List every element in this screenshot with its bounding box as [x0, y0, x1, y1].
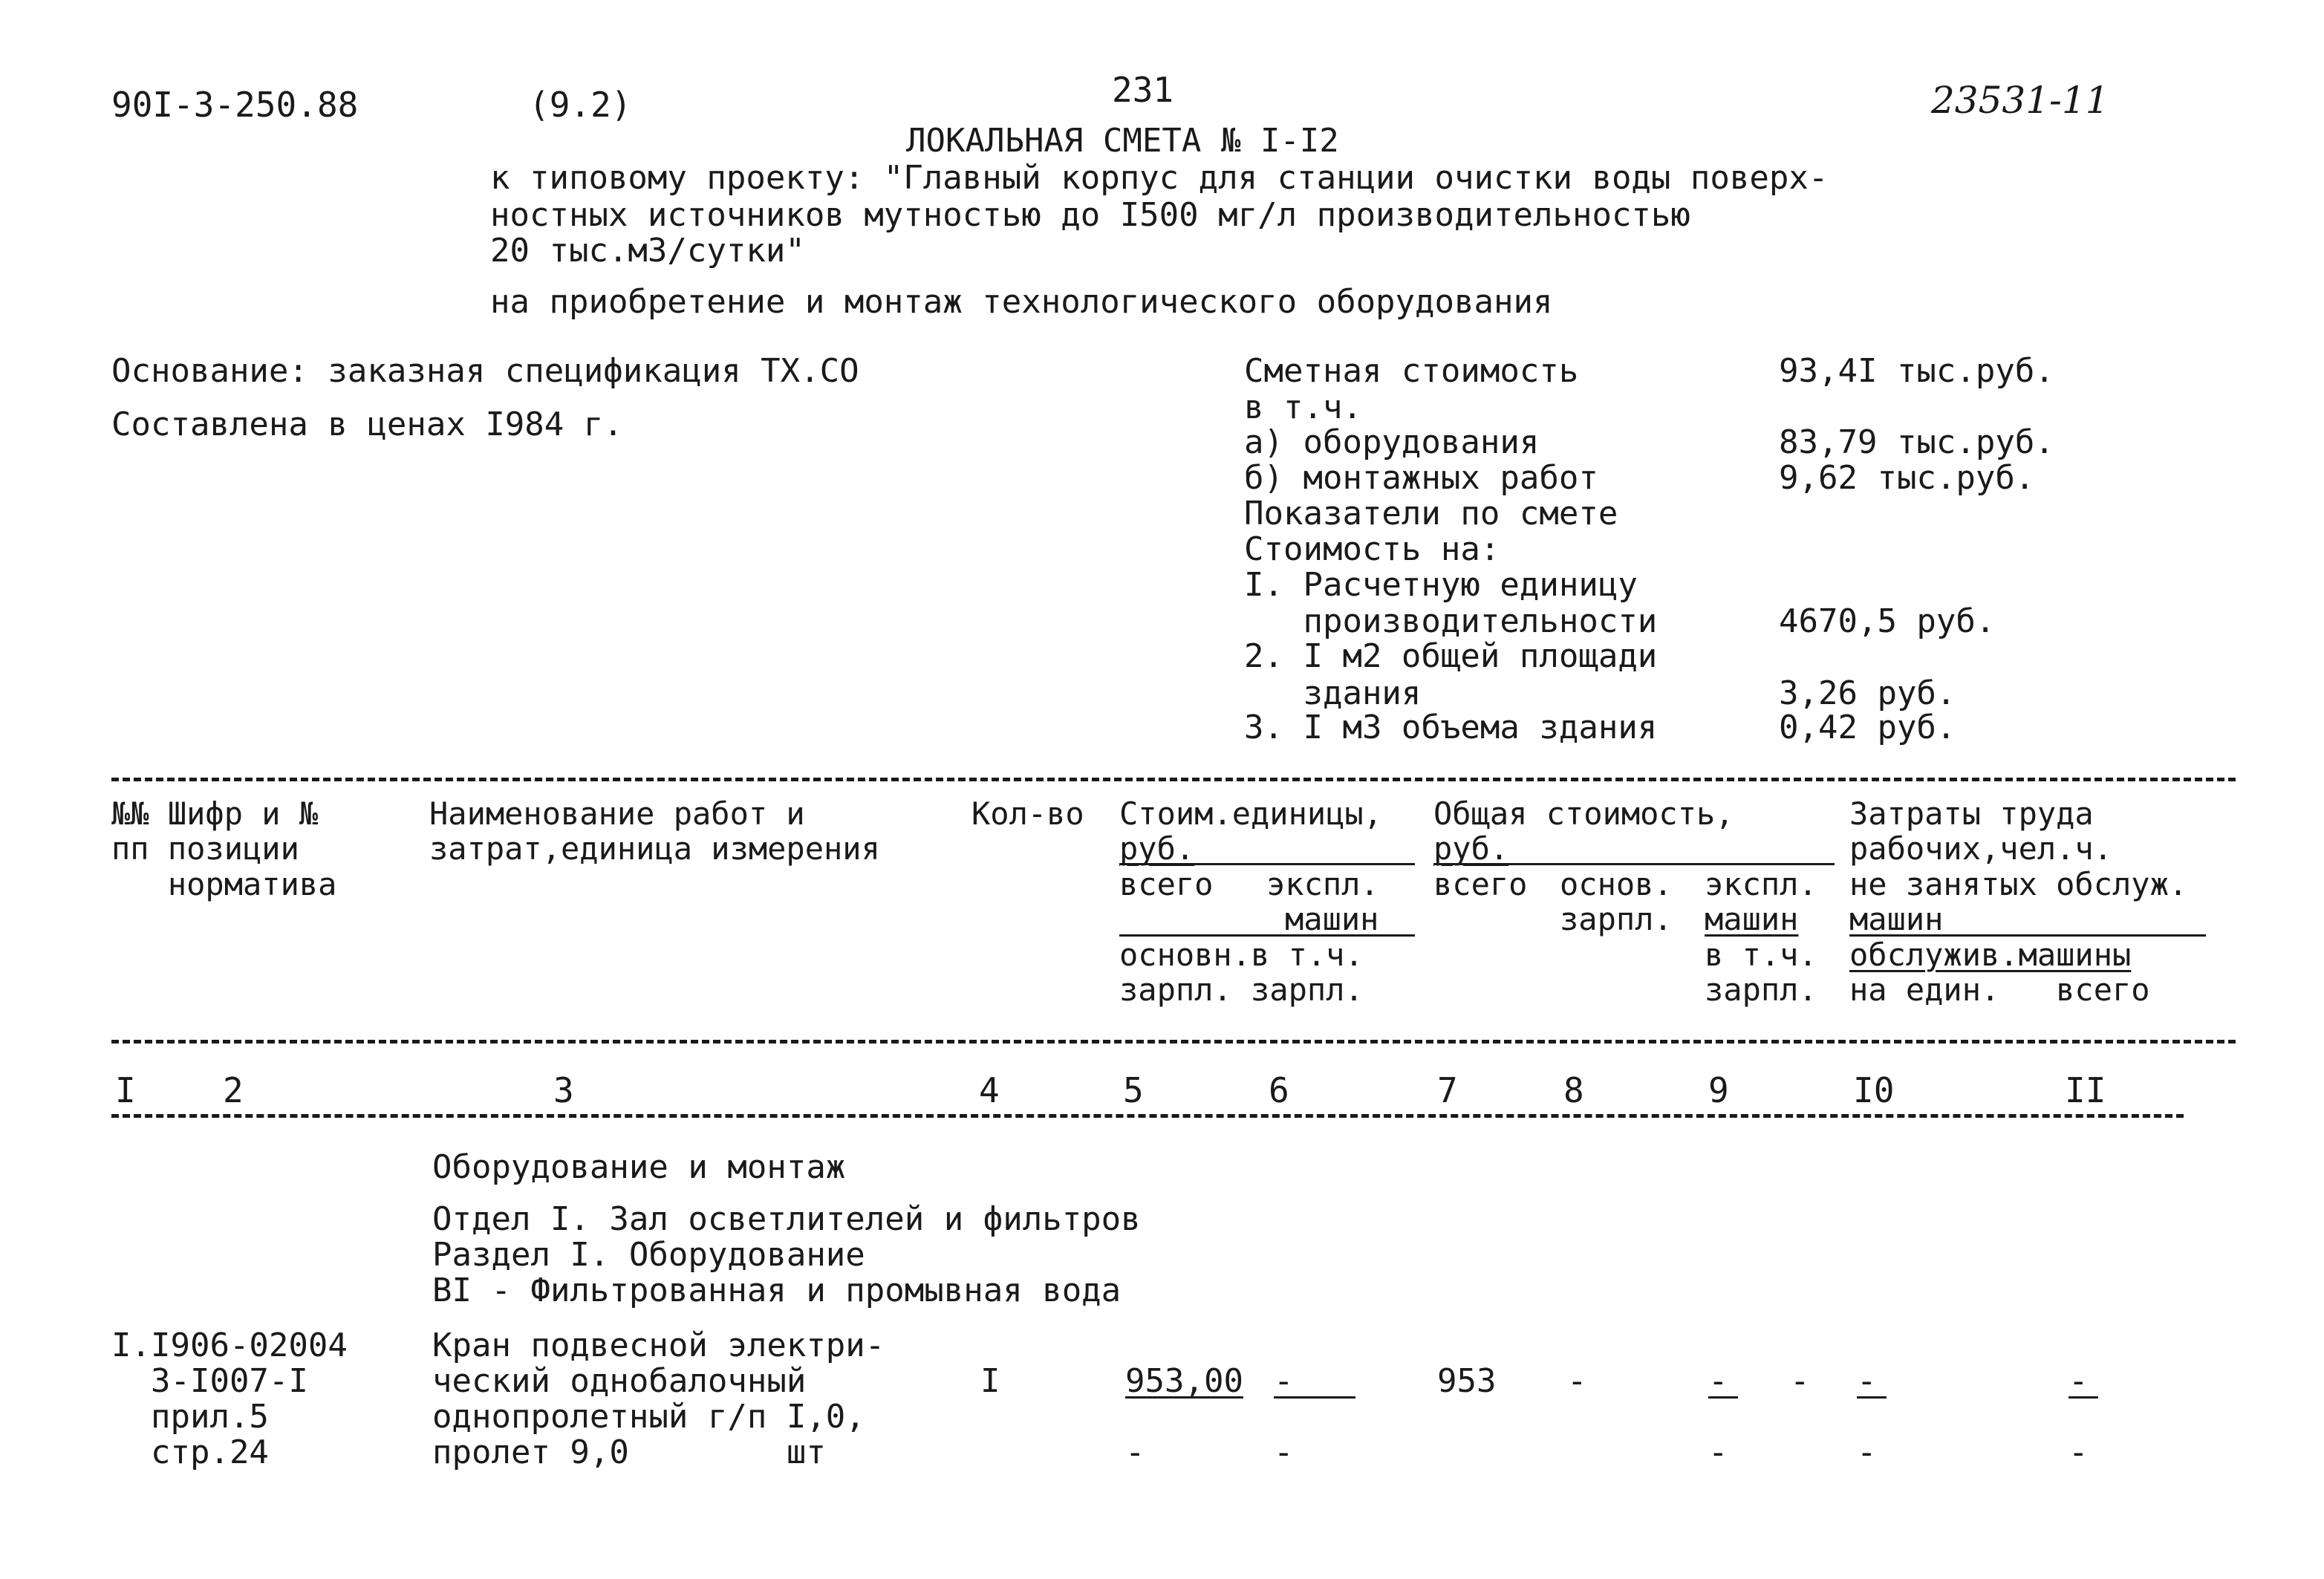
- section-part: Раздел I. Оборудование: [432, 1236, 865, 1274]
- cost-value: 9,62 тыс.руб.: [1779, 459, 2035, 497]
- col-header-base-wage: основ.: [1560, 866, 1673, 902]
- column-number: 2: [223, 1070, 244, 1110]
- album-number: (9.2): [529, 85, 632, 125]
- section-group: Оборудование и монтаж: [432, 1148, 846, 1186]
- page-title: ЛОКАЛЬНАЯ СМЕТА № I-I2: [906, 122, 1339, 160]
- column-number: 9: [1708, 1070, 1729, 1110]
- col-header-labor-5: обслужив.машины: [1849, 937, 2132, 973]
- row-wage-5: -: [2069, 1433, 2089, 1471]
- col-header-code-3: норматива: [111, 866, 337, 902]
- cost-label: в т.ч.: [1244, 388, 1362, 426]
- col-header-total-cost: Общая стоимость,: [1433, 795, 1734, 832]
- cost-label: 2. I м2 общей площади: [1244, 637, 1658, 675]
- column-number: 8: [1563, 1070, 1584, 1110]
- col-header-unit-cost: Стоим.единицы,: [1119, 795, 1383, 832]
- price-year-line: Составлена в ценах I984 г.: [111, 406, 623, 443]
- row-code-1: I.I906-02004: [111, 1326, 348, 1364]
- row-unit-total: 953,00: [1125, 1362, 1243, 1400]
- header-bottom-rule: [111, 1040, 2236, 1044]
- col-header-labor: Затраты труда: [1849, 795, 2094, 832]
- cost-label: Стоимость на:: [1244, 530, 1500, 568]
- row-wage-4: -: [1857, 1433, 1877, 1471]
- col-header-base-wage-2: зарпл.: [1560, 901, 1673, 937]
- cost-value: 0,42 руб.: [1779, 709, 1956, 746]
- total-cost-rule: [1433, 863, 1835, 865]
- stamp-number: 23531-11: [1931, 79, 2109, 122]
- col-header-total: всего: [1433, 866, 1528, 902]
- cost-value: 3,26 руб.: [1779, 674, 1956, 712]
- cost-label: производительности: [1244, 602, 1658, 640]
- col-header-machine-3: в т.ч.: [1705, 937, 1817, 973]
- col-header-machine-4: зарпл.: [1705, 971, 1817, 1008]
- row-machine-2: -: [1790, 1362, 1810, 1400]
- column-number: 6: [1269, 1070, 1289, 1110]
- column-number: II: [2065, 1070, 2106, 1110]
- row-labor-total-rule: [2069, 1396, 2098, 1399]
- row-code-3: прил.5: [111, 1398, 269, 1436]
- row-labor-unit: -: [1857, 1362, 1877, 1400]
- col-header-total-cost-currency: руб.: [1433, 830, 1509, 867]
- row-wage-3: -: [1708, 1433, 1728, 1471]
- cost-label: б) монтажных работ: [1244, 459, 1598, 497]
- section-dept: Отдел I. Зал осветлителей и фильтров: [432, 1200, 1141, 1238]
- column-number: 4: [979, 1070, 1000, 1110]
- unit-wage-rule: [1119, 934, 1415, 937]
- col-header-unit-wage: основн.в т.ч.: [1119, 937, 1364, 973]
- row-unit-machine-rule: [1274, 1396, 1355, 1399]
- col-header-code-2: пп позиции: [111, 830, 299, 867]
- cost-value: 4670,5 руб.: [1779, 602, 1996, 640]
- unit-cost-rule: [1119, 863, 1415, 865]
- row-total: 953: [1437, 1362, 1497, 1400]
- col-header-labor-3: не занятых обслуж.: [1849, 866, 2188, 902]
- col-header-unit-machine-2: машин: [1285, 901, 1379, 937]
- col-header-labor-6: на един. всего: [1849, 971, 2150, 1008]
- row-base-wage: -: [1567, 1362, 1587, 1400]
- subtitle-line-1: к типовому проекту: "Главный корпус для станции очистки воды поверх-: [490, 159, 1829, 197]
- col-header-name-1: Наименование работ и: [429, 795, 805, 832]
- col-header-unit-cost-currency: руб.: [1119, 830, 1195, 867]
- subtitle-line-2: ностных источников мутностью до I500 мг/л производительностью: [490, 196, 1690, 234]
- page-number: 231: [1112, 70, 1174, 110]
- header-top-rule: [111, 778, 2236, 781]
- row-name-1: Кран подвесной электри-: [432, 1326, 885, 1364]
- cost-value: 83,79 тыс.руб.: [1779, 423, 2054, 461]
- col-header-machine-2: машин: [1705, 901, 1799, 937]
- column-number: 3: [553, 1070, 574, 1110]
- row-qty: I: [980, 1362, 1000, 1400]
- col-header-labor-2: рабочих,чел.ч.: [1849, 830, 2113, 867]
- col-header-labor-4: машин: [1849, 901, 1944, 937]
- cost-label: Показатели по смете: [1244, 495, 1618, 533]
- col-header-unit-wage-2: зарпл. зарпл.: [1119, 971, 1364, 1008]
- column-number: 7: [1437, 1070, 1458, 1110]
- estimate-purpose: на приобретение и монтаж технологического оборудования: [490, 283, 1553, 321]
- section-subpart: ВI - Фильтрованная и промывная вода: [432, 1272, 1122, 1309]
- subtitle-line-3: 20 тыс.м3/сутки": [490, 232, 805, 270]
- row-machine-rule: [1708, 1396, 1738, 1399]
- column-number: 5: [1123, 1070, 1144, 1110]
- basis-line: Основание: заказная спецификация ТХ.СО: [111, 352, 859, 390]
- cost-label: Сметная стоимость: [1244, 352, 1579, 390]
- row-name-2: ческий однобалочный: [432, 1362, 807, 1400]
- row-wage-2: -: [1274, 1433, 1294, 1471]
- document-code: 90I-3-250.88: [111, 85, 359, 125]
- cost-label: здания: [1244, 674, 1422, 712]
- col-header-unit-machine: экспл.: [1266, 866, 1379, 902]
- column-number: I: [115, 1070, 136, 1110]
- row-code-2: 3-I007-I: [111, 1362, 308, 1400]
- row-code-4: стр.24: [111, 1433, 269, 1471]
- cost-label: I. Расчетную единицу: [1244, 566, 1638, 604]
- row-labor-unit-rule: [1857, 1396, 1887, 1399]
- col-header-qty: Кол-во: [971, 795, 1084, 832]
- number-row-rule: [111, 1114, 2184, 1118]
- col-header-code-1: №№ Шифр и №: [111, 795, 319, 832]
- row-labor-total: -: [2069, 1362, 2089, 1400]
- column-number: I0: [1853, 1070, 1895, 1110]
- row-machine: -: [1708, 1362, 1728, 1400]
- col-header-machine: экспл.: [1705, 866, 1817, 902]
- row-name-4: пролет 9,0 шт: [432, 1433, 826, 1471]
- cost-label: 3. I м3 объема здания: [1244, 709, 1658, 746]
- row-unit-machine: -: [1274, 1362, 1294, 1400]
- col-header-unit-total: всего: [1119, 866, 1214, 902]
- cost-value: 93,4I тыс.руб.: [1779, 352, 2054, 390]
- cost-label: а) оборудования: [1244, 423, 1540, 461]
- col-header-name-2: затрат,единица измерения: [429, 830, 880, 867]
- row-wage-1: -: [1125, 1433, 1145, 1471]
- labor-rule: [1849, 934, 2206, 937]
- row-name-3: однопролетный г/п I,0,: [432, 1398, 865, 1436]
